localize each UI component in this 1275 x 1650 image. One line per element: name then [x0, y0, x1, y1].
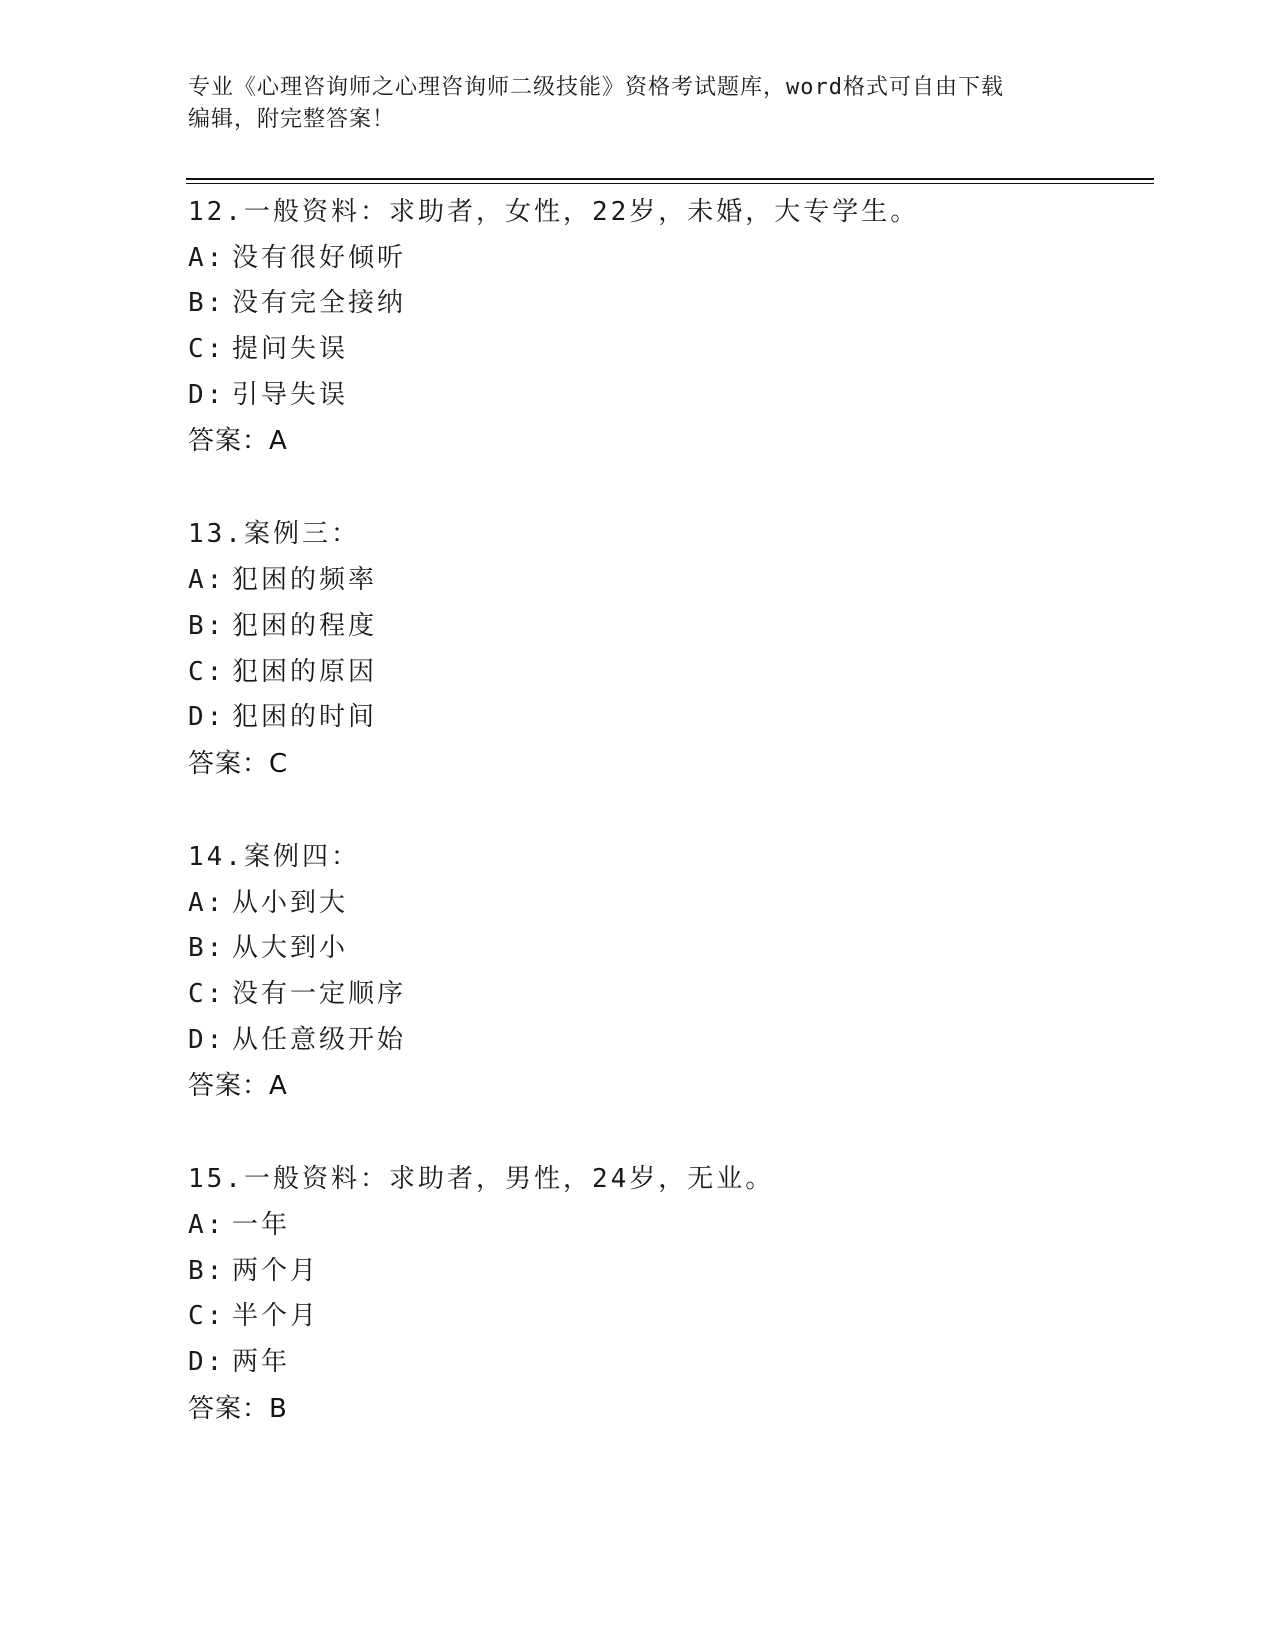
option-text: 没有完全接纳 — [232, 288, 407, 319]
option-text: 没有一定顺序 — [232, 978, 407, 1009]
question-12 — [188, 190, 1148, 464]
option-letter: B: — [188, 1255, 226, 1286]
option-letter: C: — [188, 656, 226, 687]
option-a — [188, 881, 1148, 927]
option-text: 从任意级开始 — [232, 1024, 407, 1055]
header-divider-thin — [186, 183, 1154, 184]
option-a — [188, 236, 1148, 282]
answer-line: 答案：A — [188, 1071, 288, 1102]
option-text: 犯困的频率 — [232, 565, 378, 596]
option-text: 两年 — [232, 1347, 291, 1378]
answer-line: 答案：A — [188, 426, 288, 457]
option-letter: D: — [188, 702, 226, 733]
option-letter: D: — [188, 1024, 226, 1055]
option-d — [188, 695, 1148, 741]
option-c — [188, 1294, 1148, 1340]
option-letter: A: — [188, 565, 226, 596]
document-header — [188, 72, 1088, 136]
option-letter: D: — [188, 1347, 226, 1378]
question-stem: 14.案例四： — [188, 841, 360, 872]
option-d — [188, 1340, 1148, 1386]
header-line-2: 编辑，附完整答案！ — [188, 107, 396, 132]
option-letter: C: — [188, 978, 226, 1009]
header-line-1: 专业《心理咨询师之心理咨询师二级技能》资格考试题库，word格式可自由下载 — [188, 75, 1004, 100]
option-c — [188, 972, 1148, 1018]
option-b — [188, 281, 1148, 327]
option-text: 犯困的时间 — [232, 702, 378, 733]
option-letter: A: — [188, 1210, 226, 1240]
option-text: 犯困的原因 — [232, 656, 378, 687]
option-letter: B: — [188, 933, 226, 964]
answer-line: 答案：C — [188, 748, 289, 779]
option-text: 引导失误 — [232, 379, 349, 410]
option-d — [188, 373, 1148, 419]
option-letter: D: — [188, 379, 226, 410]
option-letter: A: — [188, 887, 226, 918]
option-letter: A: — [188, 242, 226, 273]
answer-line: 答案：B — [188, 1393, 288, 1424]
option-text: 提问失误 — [232, 334, 349, 365]
option-text: 没有很好倾听 — [232, 242, 407, 273]
question-stem: 15.一般资料：求助者，男性，24岁，无业。 — [188, 1164, 775, 1195]
option-text: 半个月 — [232, 1301, 320, 1332]
option-letter: B: — [188, 288, 226, 319]
question-15 — [188, 1157, 1148, 1431]
question-stem: 13.案例三： — [188, 519, 360, 550]
question-stem: 12.一般资料：求助者，女性，22岁，未婚，大专学生。 — [188, 197, 920, 227]
question-13 — [188, 512, 1148, 786]
option-b — [188, 926, 1148, 972]
option-letter: C: — [188, 1301, 226, 1332]
option-text: 一年 — [232, 1210, 291, 1240]
question-14 — [188, 835, 1148, 1109]
header-divider-thick — [186, 178, 1154, 180]
option-a — [188, 558, 1148, 604]
option-b — [188, 1249, 1148, 1295]
option-c — [188, 650, 1148, 696]
option-text: 从大到小 — [232, 933, 349, 964]
option-a — [188, 1203, 1148, 1249]
option-c — [188, 327, 1148, 373]
option-d — [188, 1018, 1148, 1064]
option-letter: C: — [188, 334, 226, 365]
option-text: 两个月 — [232, 1255, 320, 1286]
option-text: 从小到大 — [232, 887, 349, 918]
option-text: 犯困的程度 — [232, 610, 378, 641]
option-b — [188, 604, 1148, 650]
option-letter: B: — [188, 610, 226, 641]
question-list — [188, 190, 1148, 1480]
